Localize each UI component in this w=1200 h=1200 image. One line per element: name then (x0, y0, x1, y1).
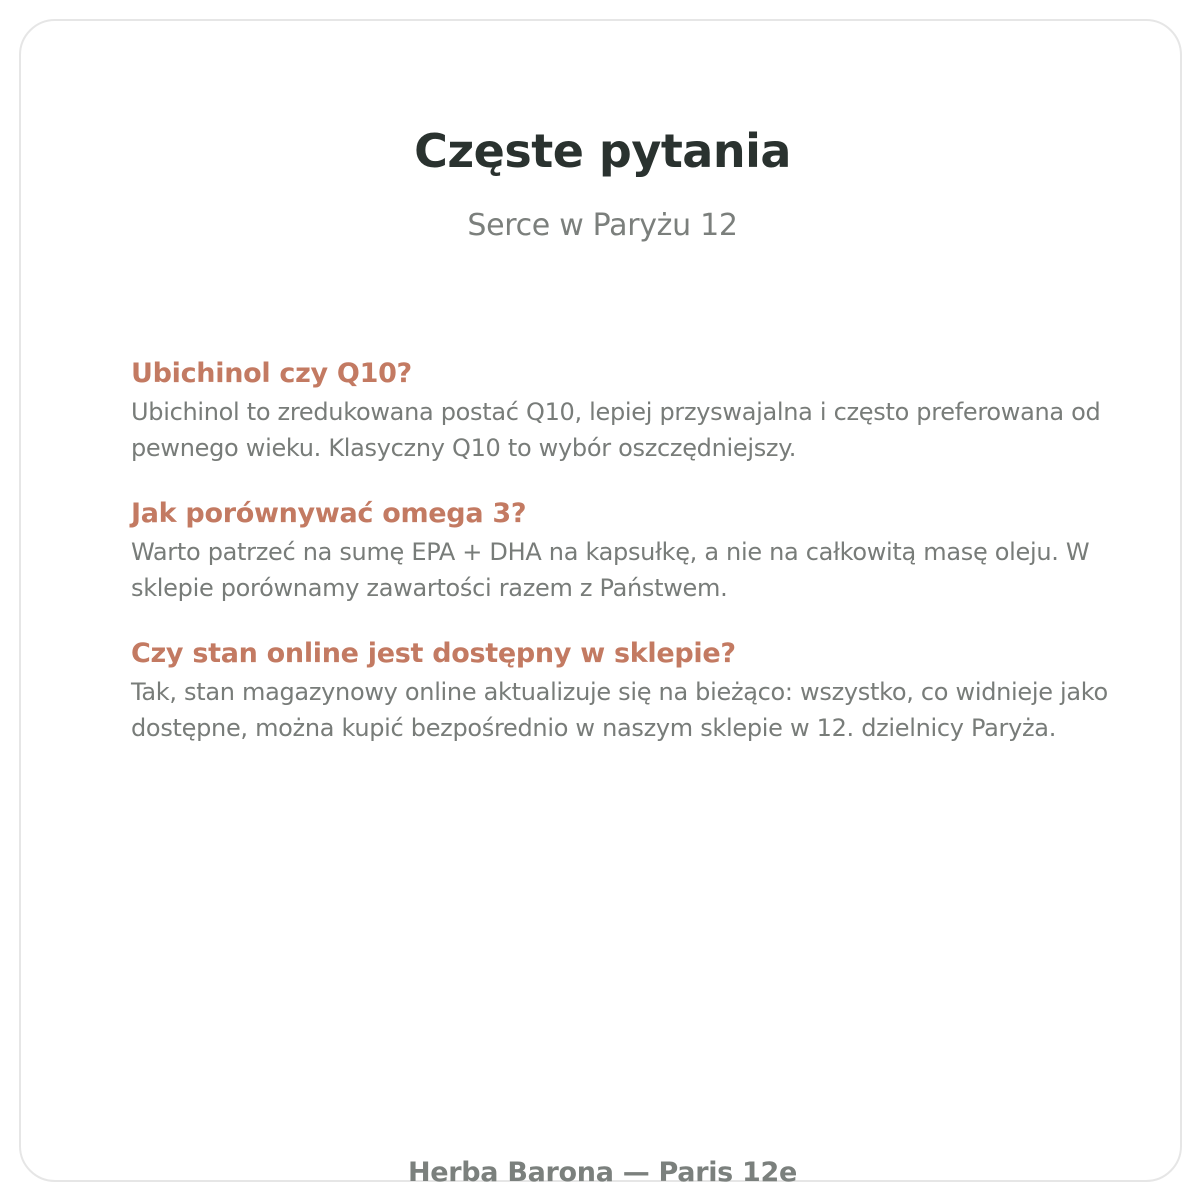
faq-answer: Ubichinol to zredukowana postać Q10, lepiej przyswajalna i często preferowana od pewnego wieku. Klasyczny Q10 to wybór oszczędniejszy. (131, 398, 1101, 462)
faq-list (131, 354, 1131, 774)
faq-item (131, 634, 1131, 746)
faq-answer: Tak, stan magazynowy online aktualizuje się na bieżąco: wszystko, co widnieje jako dostępne, można kupić bezpośrednio w naszym sklepie w 12. dzielnicy Paryża. (131, 678, 1108, 742)
faq-item (131, 354, 1131, 466)
faq-question: Jak porównywać omega 3? (131, 498, 527, 529)
faq-card (19, 19, 1182, 1188)
faq-question: Ubichinol czy Q10? (131, 358, 412, 389)
page-subtitle: Serce w Paryżu 12 (467, 208, 738, 243)
faq-item (131, 494, 1131, 606)
faq-question: Czy stan online jest dostępny w sklepie? (131, 638, 736, 669)
faq-answer: Warto patrzeć na sumę EPA + DHA na kapsułkę, a nie na całkowitą masę oleju. W sklepie porównamy zawartości razem z Państwem. (131, 538, 1090, 602)
footer-brand: Herba Barona — Paris 12e (407, 1157, 798, 1188)
page-title: Częste pytania (414, 124, 791, 178)
